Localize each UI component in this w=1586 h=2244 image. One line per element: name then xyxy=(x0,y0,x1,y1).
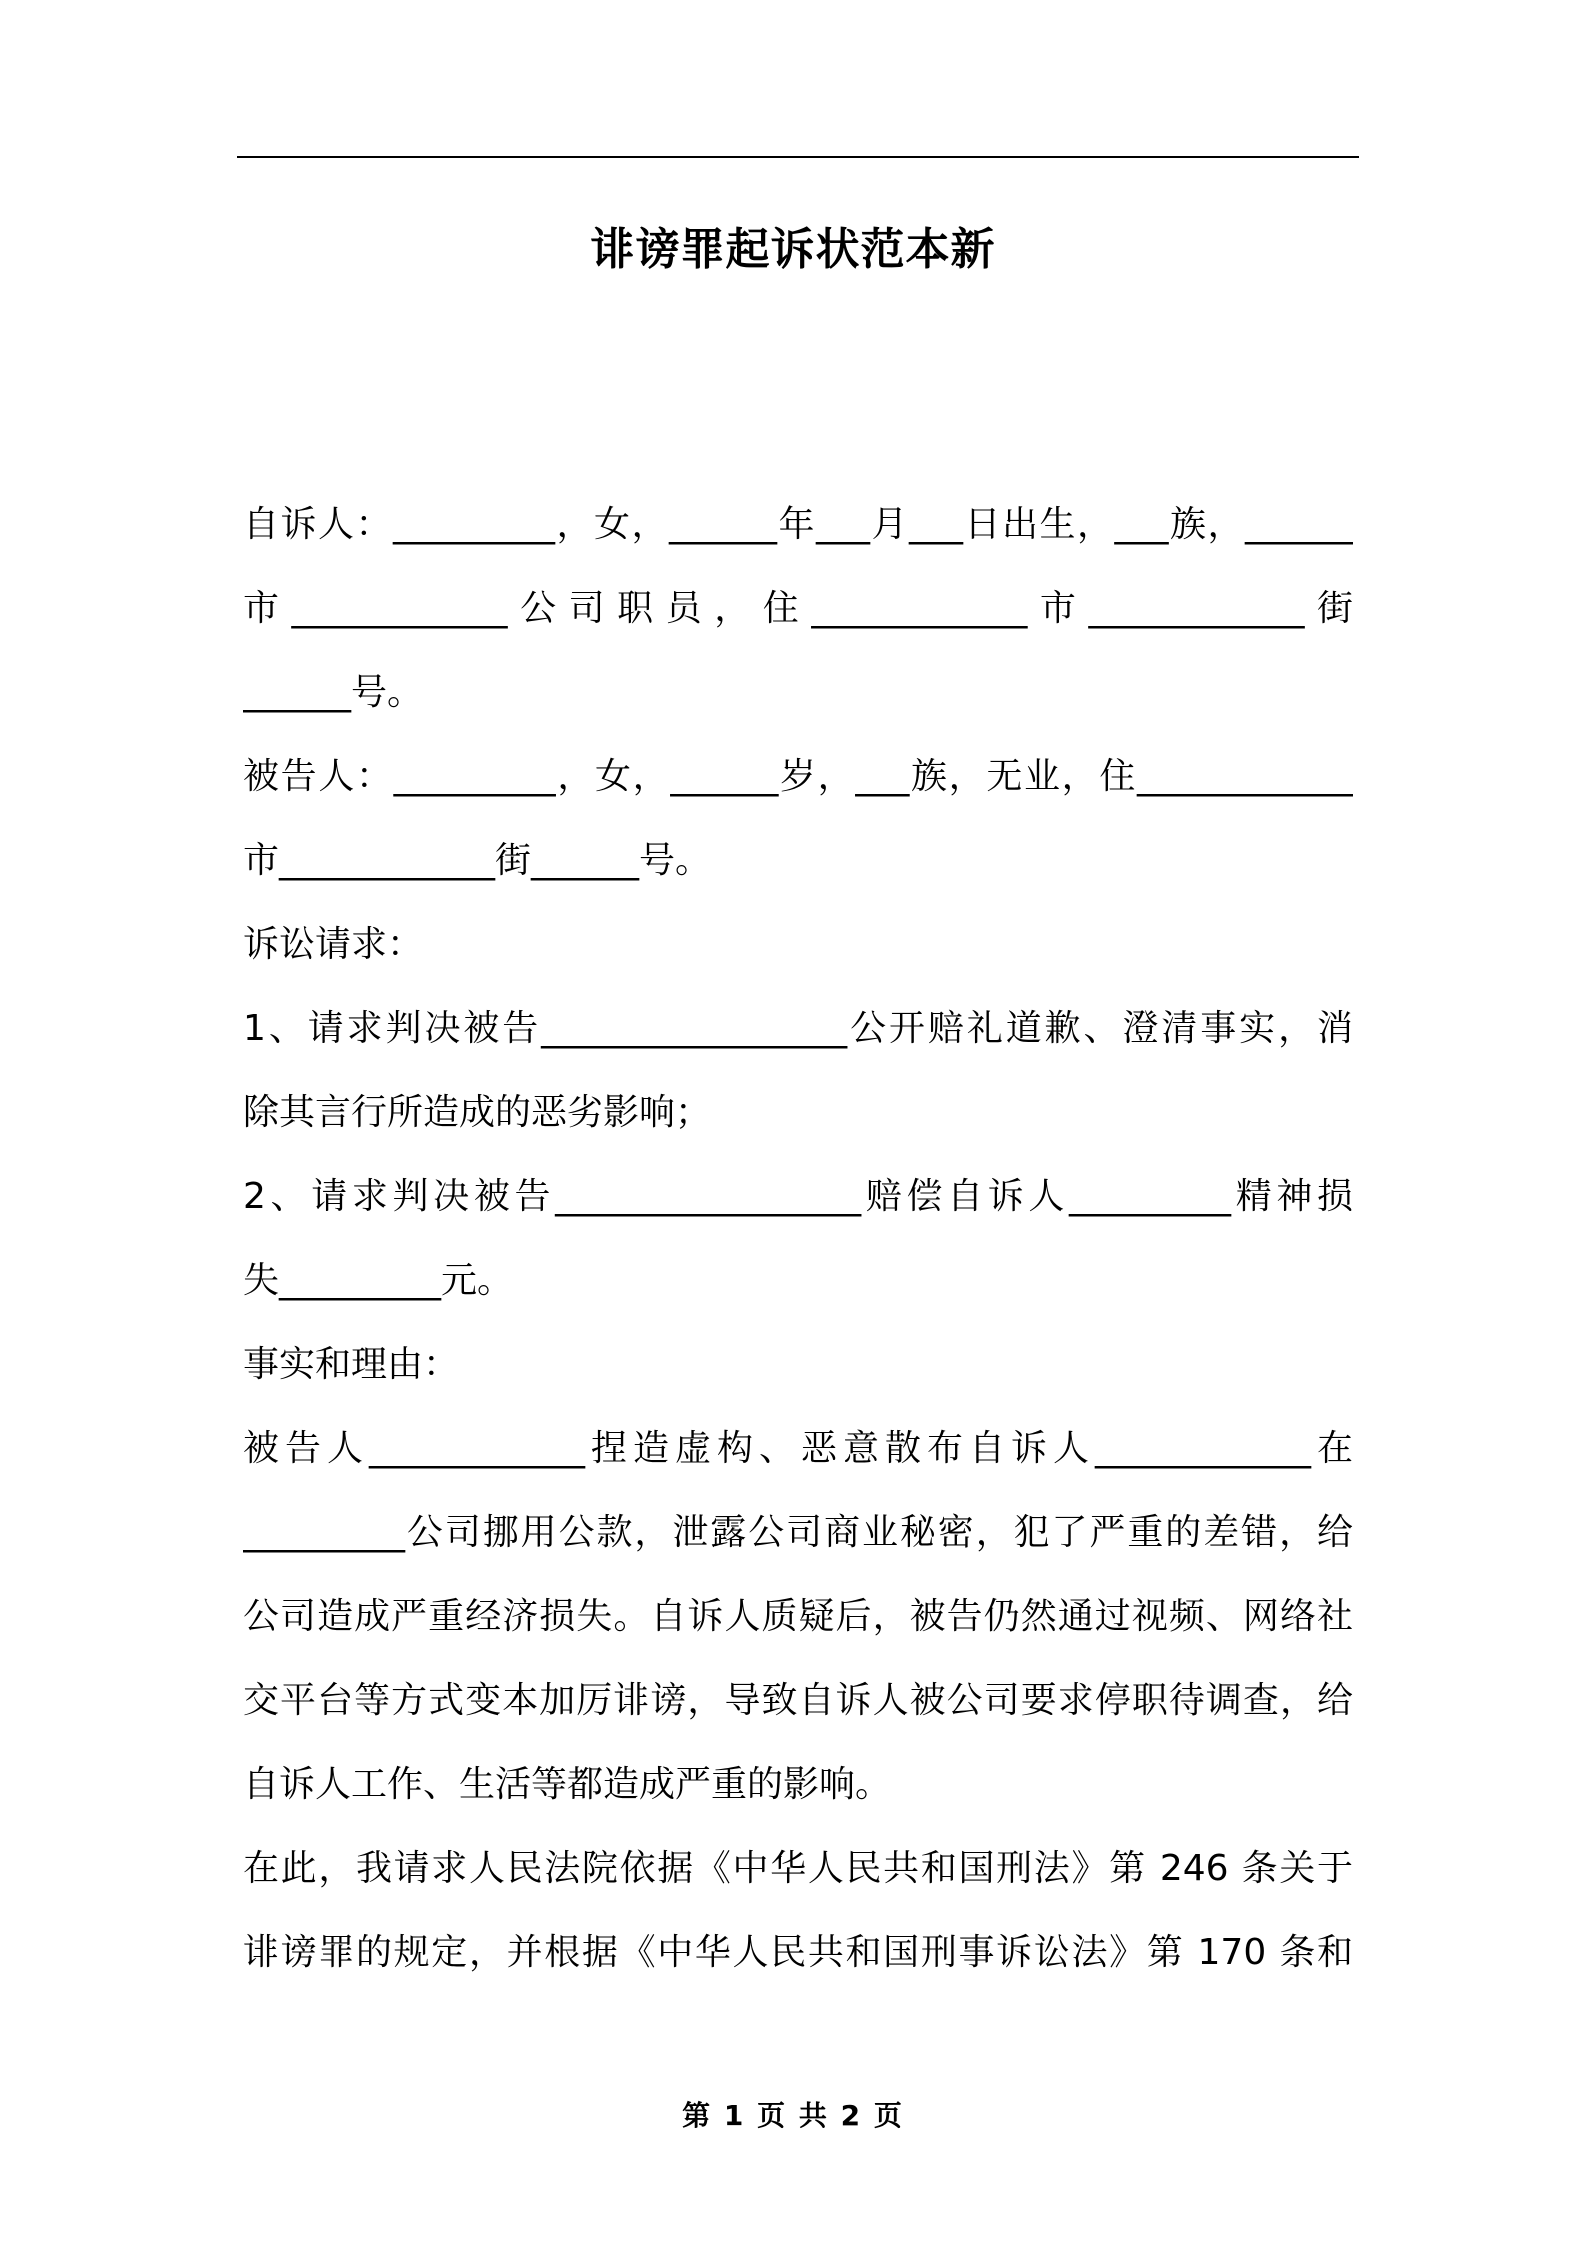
section-heading: 事实和理由： xyxy=(243,1344,460,1385)
text-line: 市____________街______号。 xyxy=(243,840,712,881)
text-line: 2、请求判决被告_________________赔偿自诉人_________精神损 xyxy=(243,1176,1353,1217)
text-line: 自诉人工作、生活等都造成严重的影响。 xyxy=(243,1764,892,1805)
text-line: 除其言行所造成的恶劣影响； xyxy=(243,1092,712,1133)
header-rule xyxy=(237,156,1359,158)
text-line: 诽谤罪的规定，并根据《中华人民共和国刑事诉讼法》第 170 条和 xyxy=(243,1932,1353,1973)
text-line: 被告人：_________，女，______岁，___族，无业，住____________ xyxy=(243,756,1353,797)
document-body xyxy=(243,483,1353,1995)
section-heading: 诉讼请求： xyxy=(243,924,424,965)
text-line: 被告人____________捏造虚构、恶意散布自诉人____________在 xyxy=(243,1428,1353,1469)
page-number: 第 1 页 共 2 页 xyxy=(682,2099,904,2132)
text-line: ______号。 xyxy=(243,672,424,713)
text-line: 1、请求判决被告_________________公开赔礼道歉、澄清事实，消 xyxy=(243,1008,1353,1049)
text-line: 公司造成严重经济损失。自诉人质疑后，被告仍然通过视频、网络社 xyxy=(243,1596,1353,1637)
text-line: 市____________公司职员，住____________市____________街 xyxy=(243,588,1353,629)
text-line: 失_________元。 xyxy=(243,1260,514,1301)
text-line: 交平台等方式变本加厉诽谤，导致自诉人被公司要求停职待调查，给 xyxy=(243,1680,1353,1721)
document-title: 诽谤罪起诉状范本新 xyxy=(590,224,996,275)
text-line: _________公司挪用公款，泄露公司商业秘密，犯了严重的差错，给 xyxy=(243,1512,1353,1553)
text-line: 在此，我请求人民法院依据《中华人民共和国刑法》第 246 条关于 xyxy=(243,1848,1353,1889)
text-line: 自诉人：_________，女，______年___月___日出生，___族，______ xyxy=(243,504,1353,545)
